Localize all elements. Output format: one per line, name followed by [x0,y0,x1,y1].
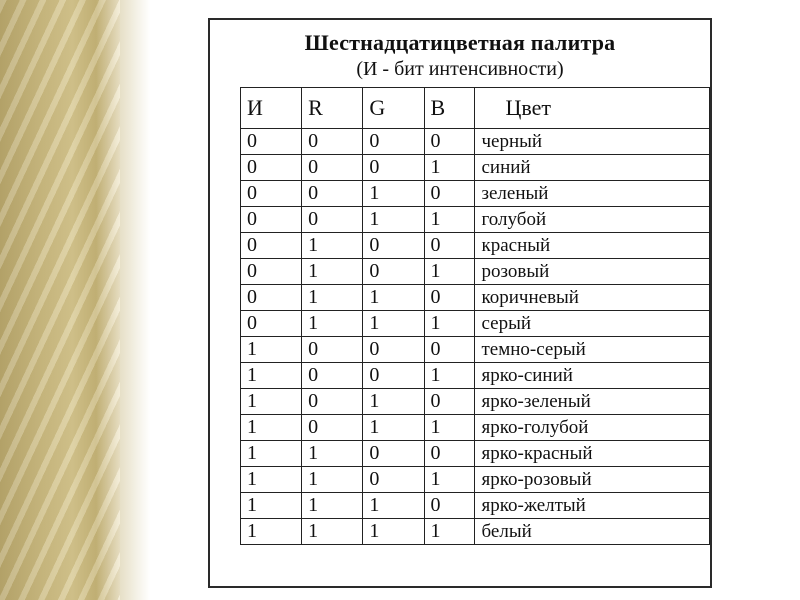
palette-table-body [241,129,710,545]
table-row [241,493,710,519]
bit-cell: 0 [302,389,363,415]
color-name-cell: ярко-зеленый [475,389,710,415]
bit-cell: 0 [424,181,475,207]
color-name-cell: розовый [475,259,710,285]
bit-cell: 1 [424,155,475,181]
bit-cell: 1 [241,363,302,389]
bit-cell: 0 [424,233,475,259]
bit-cell: 0 [241,285,302,311]
color-name-cell: темно-серый [475,337,710,363]
bit-cell: 0 [302,363,363,389]
bit-cell: 0 [363,155,424,181]
header-blue: B [424,88,475,129]
bit-cell: 1 [363,285,424,311]
bit-cell: 1 [241,441,302,467]
table-row [241,259,710,285]
bit-cell: 1 [241,493,302,519]
table-row [241,389,710,415]
bit-cell: 0 [363,337,424,363]
bit-cell: 1 [302,519,363,545]
table-row [241,181,710,207]
bit-cell: 0 [302,207,363,233]
bit-cell: 1 [424,311,475,337]
table-row [241,129,710,155]
bit-cell: 1 [363,493,424,519]
table-row [241,337,710,363]
bit-cell: 0 [424,493,475,519]
bit-cell: 0 [241,155,302,181]
color-name-cell: ярко-розовый [475,467,710,493]
bit-cell: 0 [363,233,424,259]
color-name-cell: зеленый [475,181,710,207]
color-name-cell: ярко-синий [475,363,710,389]
page-subtitle: (И - бит интенсивности) [356,58,564,80]
table-row [241,311,710,337]
bit-cell: 1 [302,311,363,337]
table-row [241,467,710,493]
palette-card [208,18,712,588]
bit-cell: 0 [363,467,424,493]
table-header-row [241,88,710,129]
table-row [241,415,710,441]
bit-cell: 1 [302,441,363,467]
table-row [241,441,710,467]
header-intensity: И [241,88,302,129]
color-name-cell: белый [475,519,710,545]
bit-cell: 0 [363,259,424,285]
bit-cell: 0 [424,285,475,311]
table-row [241,285,710,311]
bit-cell: 1 [302,259,363,285]
bit-cell: 1 [302,285,363,311]
bit-cell: 1 [241,519,302,545]
color-name-cell: голубой [475,207,710,233]
bit-cell: 1 [241,467,302,493]
bit-cell: 0 [241,129,302,155]
table-row [241,519,710,545]
color-name-cell: коричневый [475,285,710,311]
bit-cell: 0 [302,155,363,181]
bit-cell: 0 [424,441,475,467]
bit-cell: 1 [241,389,302,415]
bit-cell: 1 [424,519,475,545]
bit-cell: 0 [302,337,363,363]
color-name-cell: ярко-голубой [475,415,710,441]
bit-cell: 0 [241,259,302,285]
bit-cell: 1 [424,259,475,285]
color-name-cell: черный [475,129,710,155]
color-name-cell: ярко-желтый [475,493,710,519]
bit-cell: 1 [302,493,363,519]
bit-cell: 1 [363,389,424,415]
table-row [241,233,710,259]
header-green: G [363,88,424,129]
bit-cell: 1 [363,207,424,233]
bit-cell: 0 [363,129,424,155]
color-name-cell: синий [475,155,710,181]
header-color: Цвет [475,88,710,129]
color-name-cell: красный [475,233,710,259]
bit-cell: 0 [241,207,302,233]
table-row [241,207,710,233]
page-title: Шестнадцатицветная палитра [304,30,616,55]
bit-cell: 1 [363,415,424,441]
bit-cell: 1 [241,337,302,363]
bit-cell: 0 [241,311,302,337]
bit-cell: 1 [424,207,475,233]
bit-cell: 1 [363,311,424,337]
table-row [241,363,710,389]
palette-table [240,87,710,545]
bit-cell: 1 [302,233,363,259]
bit-cell: 1 [424,415,475,441]
color-name-cell: ярко-красный [475,441,710,467]
table-row [241,155,710,181]
bit-cell: 0 [302,415,363,441]
bit-cell: 0 [363,363,424,389]
bit-cell: 0 [424,337,475,363]
bit-cell: 1 [424,467,475,493]
bit-cell: 0 [424,389,475,415]
bit-cell: 1 [424,363,475,389]
decorative-side-band [0,0,120,600]
color-name-cell: серый [475,311,710,337]
bit-cell: 1 [363,519,424,545]
bit-cell: 1 [302,467,363,493]
bit-cell: 1 [241,415,302,441]
bit-cell: 0 [424,129,475,155]
bit-cell: 0 [241,181,302,207]
bit-cell: 0 [363,441,424,467]
bit-cell: 0 [241,233,302,259]
header-red: R [302,88,363,129]
bit-cell: 0 [302,181,363,207]
bit-cell: 1 [363,181,424,207]
bit-cell: 0 [302,129,363,155]
